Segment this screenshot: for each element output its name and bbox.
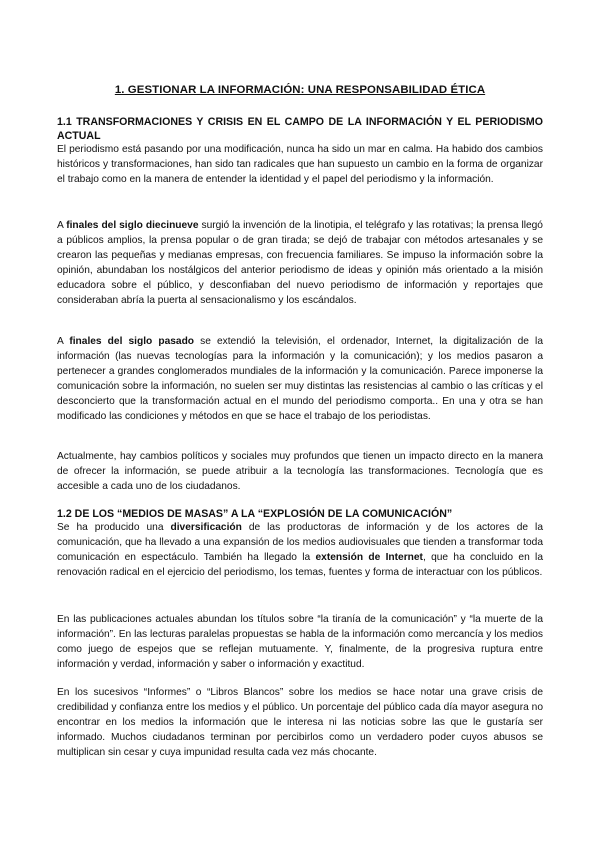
emphasis-finales-siglo-pasado: finales del siglo pasado (69, 336, 195, 347)
emphasis-extension-internet: extensión de Internet (315, 551, 423, 563)
section-1-heading: 1.1 TRANSFORMACIONES Y CRISIS EN EL CAMPO DE LA INFORMACIÓN Y EL PERIODISMO ACTUAL (57, 116, 543, 142)
section-1 (57, 115, 543, 188)
document-title: 1. GESTIONAR LA INFORMACIÓN: UNA RESPONSABILIDAD ÉTICA (114, 84, 486, 96)
section-1-paragraph-4: Actualmente, hay cambios políticos y sociales muy profundos que tienen un impacto directo en la manera de ofrecer la información, se puede atribuir a la tecnología las transformaciones. Tecnología que es accesible a cada uno de los ciudadanos. (57, 451, 543, 492)
section-2 (57, 507, 543, 581)
section-1-paragraph-2: A finales del siglo diecinueve surgió la invención de la linotipia, el telégrafo y las rotativas; la prensa llegó a públicos amplios, la prensa popular o de gran tirada; se dejó de trabajar con métodos artesanales y se crearon las pequeñas y medianas empresas, con frecuencia familiares. Se impuso la información sobre la opinión, abundaban los nostálgicos del anterior periodismo de ideas y opinión más orientado a la misión educadora sobre el público, y desconfiaban del nuevo periodismo de información y reportajes que consideraban abría la puerta al sensacionalismo y los escándalos. (57, 220, 543, 306)
section-1-paragraph-3: A finales del siglo pasado se extendió la televisión, el ordenador, Internet, la digitalización de la información (las nuevas tecnologías para la información y la comunicación); y los medios pasaron a pertenecer a grandes conglomerados mundiales de la información y la comunicación. Parece imponerse la comunicación sobre la información, no suelen ser muy distintas las resistencias al cambio o las críticas y el desconcierto que la transformación actual en el mundo del periodismo comporta.. En una y otra se han modificado las condiciones y métodos en que se hace el trabajo de los periodistas. (57, 336, 543, 422)
emphasis-diversificacion: diversificación (170, 522, 242, 533)
section-1-paragraph-1: El periodismo está pasando por una modificación, nunca ha sido un mar en calma. Ha habido dos cambios históricos y transformaciones, han sido tan radicales que han supuesto un cambio en la forma de organizar el trabajo como en la manera de entender la identidad y el papel del periodismo y la información. (57, 144, 543, 185)
emphasis-finales-siglo-xix: finales del siglo diecinueve (66, 220, 199, 231)
section-2-paragraph-1: Se ha producido una diversificación de las productoras de información y de los actores de la comunicación, que ha llevado a una expansión de los medios audiovisuales que tienden a transformar toda comunicación en espectáculo. También ha llegado la extensión de Internet, que ha concluido en la renovación radical en el ejercicio del periodismo, los temas, fuentes y forma de interactuar con los públicos. (57, 522, 543, 578)
section-2-paragraph-2: En las publicaciones actuales abundan los títulos sobre “la tiranía de la comunicación” y “la muerte de la información”. En las lecturas paralelas propuestas se habla de la información como mercancía y los medios como juego de espejos que se reflejan mutuamente. Y, finalmente, de la progresiva ruptura entre información y verdad, información y saber o información y exactitud. (57, 614, 543, 670)
section-2-heading: 1.2 DE LOS “MEDIOS DE MASAS” A LA “EXPLOSIÓN DE LA COMUNICACIÓN” (57, 508, 453, 520)
section-2-paragraph-3: En los sucesivos “Informes” o “Libros Blancos” sobre los medios se hace notar una grave crisis de credibilidad y confianza entre los medios y el público. Un porcentaje del público cada día mayor asegura no encontrar en los medios la información que le interesa ni las noticias sobre las que le gustaría ser informado. Muchos ciudadanos terminan por percibirlos como un verdadero poder cuyos abusos se multiplican sin cesar y cuya impunidad resulta cada vez más chocante. (57, 687, 543, 758)
